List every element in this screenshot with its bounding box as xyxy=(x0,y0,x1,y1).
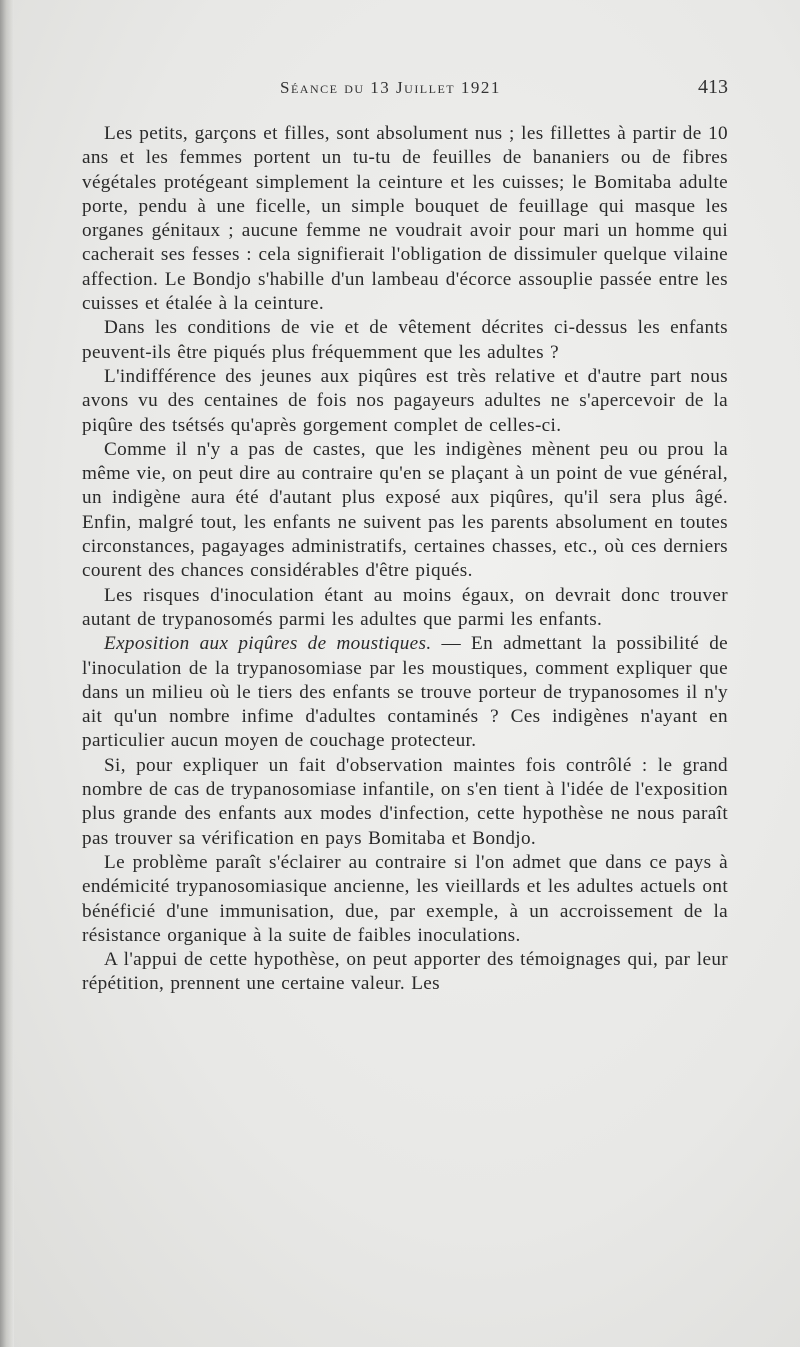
paragraph-6 xyxy=(82,632,728,753)
paragraph-text: A l'appui de cette hypothèse, on peut apporter des témoignages qui, par leur répétition, prennent une certaine valeur. Les xyxy=(82,949,728,995)
paragraph-text: Si, pour expliquer un fait d'observation maintes fois contrôlé : le grand nombre de cas de trypanosomiase infantile, on s'en tient à l'idée de l'exposition plus grande des enfants aux modes d'infection, cette hypothèse ne nous paraît pas trouver sa vérification en pays Bomitaba et Bondjo. xyxy=(82,754,728,849)
paragraph-1 xyxy=(82,122,728,316)
paragraph-text: Comme il n'y a pas de castes, que les indigènes mènent peu ou prou la même vie, on peut dire au contraire qu'en se plaçant à un point de vue général, un indigène aura été d'autant plus exposé aux piqûres, qu'il sera plus âgé. Enfin, malgré tout, les enfants ne suivent pas les parents absolument en toutes circonstances, pagayages administratifs, certaines chasses, etc., où ces derniers courent des chances considérables d'être piqués. xyxy=(82,438,728,582)
paragraph-text: Les petits, garçons et filles, sont absolument nus ; les fillettes à partir de 10 ans et les femmes portent un tu-tu de feuilles de bananiers ou de fibres végétales protégeant simplement la ceinture et les cuisses; le Bomitaba adulte porte, pendu à une ficelle, un simple bouquet de feuillage qui masque les organes génitaux ; aucune femme ne voudrait avoir pour mari un homme qui cacherait ses fesses : cela signifierait l'obligation de dissimuler quelque vilaine affection. Le Bondjo s'habille d'un lambeau d'écorce assouplie passée entre les cuisses et étalée à la ceinture. xyxy=(82,123,728,315)
paragraph-3 xyxy=(82,365,728,438)
paragraph-9 xyxy=(82,948,728,997)
running-head: Séance du 13 Juillet 1921 xyxy=(280,78,501,97)
paragraph-4 xyxy=(82,438,728,584)
paragraph-7 xyxy=(82,754,728,851)
paragraph-2 xyxy=(82,316,728,365)
paragraph-text: L'indifférence des jeunes aux piqûres est très relative et d'autre part nous avons vu des centaines de fois nos pagayeurs adultes ne s'apercevoir de la piqûre des tsétsés qu'après gorgement complet de celles-ci. xyxy=(82,365,728,436)
body-text xyxy=(82,122,728,997)
page-number: 413 xyxy=(698,76,728,98)
paragraph-text: Les risques d'inoculation étant au moins égaux, on devrait donc trouver autant de trypanosomés parmi les adultes que parmi les enfants. xyxy=(82,584,728,630)
paragraph-8 xyxy=(82,851,728,948)
paragraph-text: — En admettant la possibilité de l'inoculation de la trypanosomiase par les moustiques, comment expliquer que dans un milieu où le tiers des enfants se trouve porteur de trypanosomes il n'y ait qu'un nombre infime d'adultes contaminés ? Ces indigènes n'ayant en particulier aucun moyen de couchage protecteur. xyxy=(82,633,728,752)
binding-edge xyxy=(0,0,14,1347)
paragraph-text: Le problème paraît s'éclairer au contraire si l'on admet que dans ce pays à endémicité trypanosomiasique ancienne, les vieillards et les adultes actuels ont bénéficié d'une immunisation, due, par exemple, à un accroissement de la résistance organique à la suite de faibles inoculations. xyxy=(82,851,728,946)
section-run-in-heading: Exposition aux piqûres de moustiques. xyxy=(104,633,432,655)
paragraph-5 xyxy=(82,584,728,633)
page-header xyxy=(80,74,728,106)
paragraph-text: Dans les conditions de vie et de vêtement décrites ci-dessus les enfants peuvent-ils être piqués plus fréquemment que les adultes ? xyxy=(82,317,728,363)
